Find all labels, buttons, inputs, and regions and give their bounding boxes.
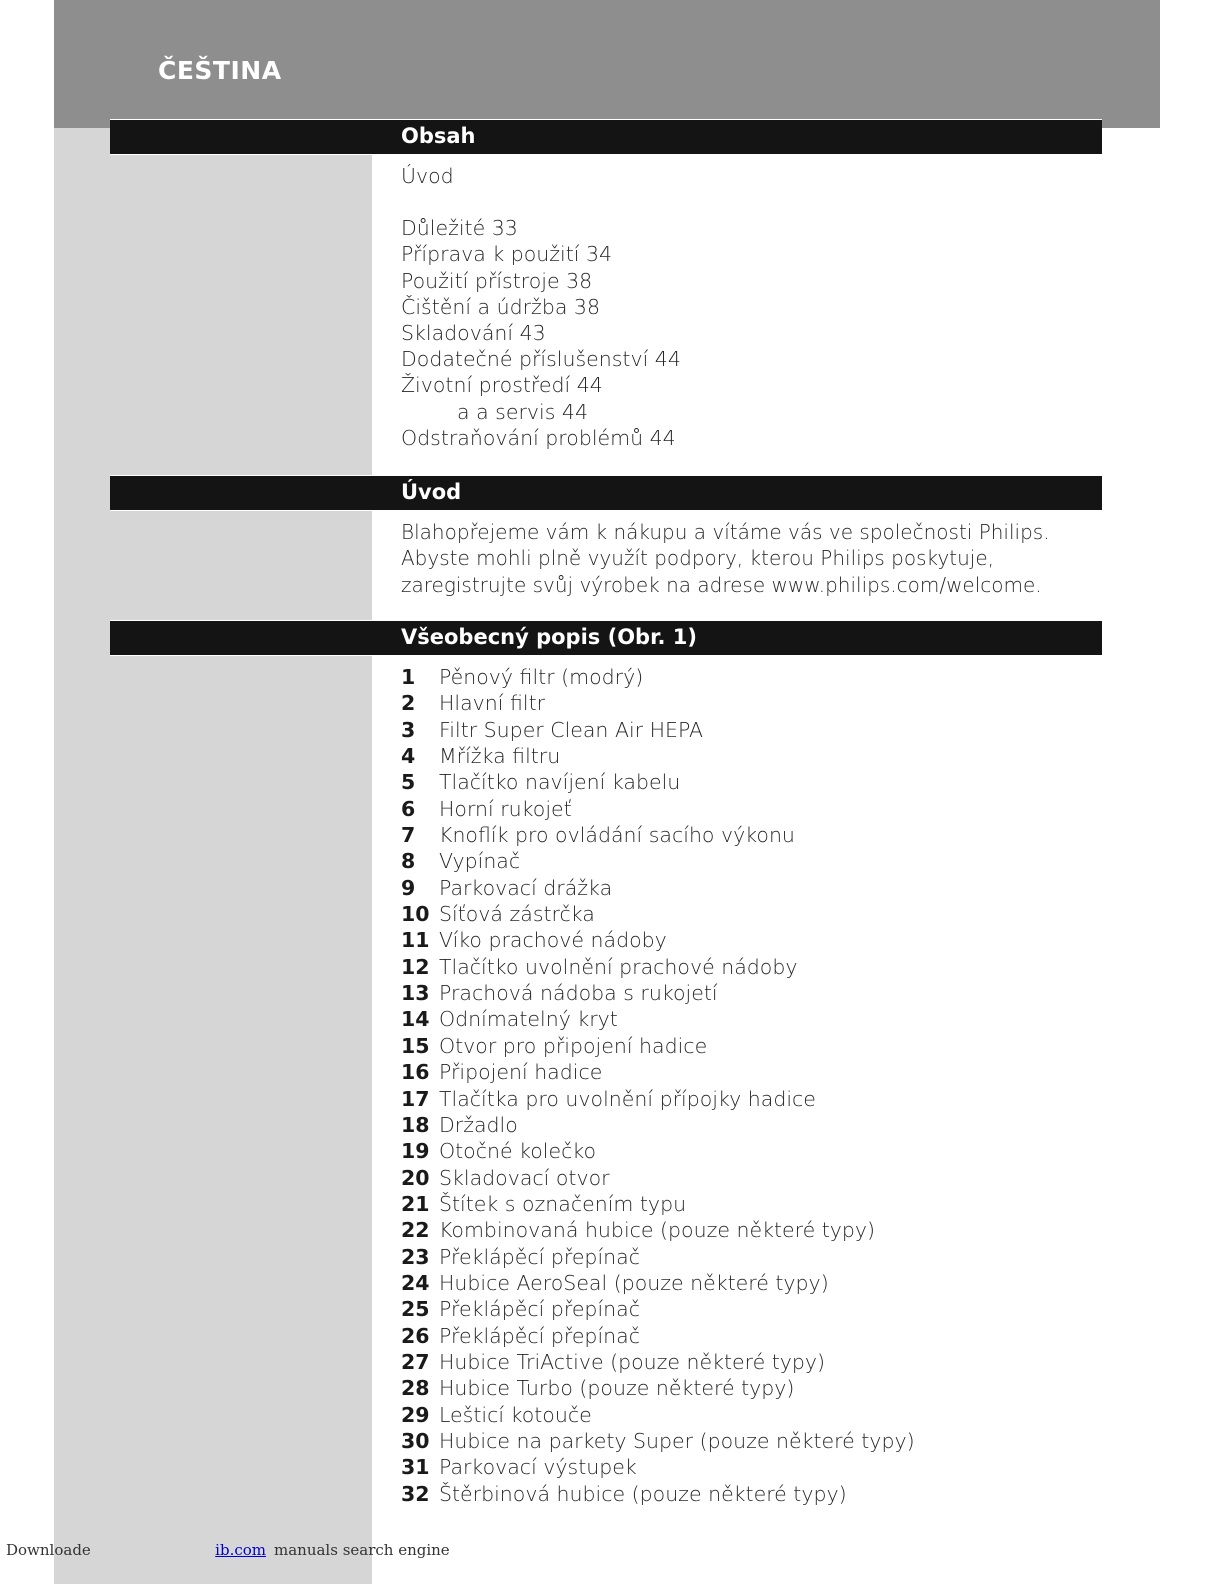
- list-item: [401, 954, 915, 980]
- list-item: [401, 1112, 915, 1138]
- section-title-contents: Obsah: [401, 124, 476, 148]
- part-label: Hlavní filtr: [439, 691, 546, 716]
- list-item: [401, 769, 915, 795]
- part-number: 4: [401, 744, 416, 769]
- part-label: Filtr Super Clean Air HEPA: [439, 717, 704, 742]
- list-item: [401, 901, 915, 927]
- part-label: Hubice AeroSeal (pouze některé typy): [439, 1270, 829, 1295]
- part-label: Parkovací výstupek: [439, 1455, 637, 1480]
- part-number: 30: [401, 1428, 430, 1453]
- part-number: 19: [401, 1139, 430, 1164]
- part-number: 9: [401, 875, 416, 900]
- part-label: Hubice TriActive (pouze některé typy): [439, 1349, 826, 1374]
- list-item: [401, 1165, 915, 1191]
- footer-suffix: manuals search engine: [274, 1541, 450, 1559]
- part-label: Tlačítko navíjení kabelu: [439, 770, 681, 795]
- toc-item: Použití přístroje 38: [401, 268, 593, 293]
- part-number: 6: [401, 796, 416, 821]
- list-item: [401, 848, 915, 874]
- list-item: [401, 1454, 915, 1480]
- part-number: 32: [401, 1481, 430, 1506]
- section-title-description: Všeobecný popis (Obr. 1): [401, 625, 697, 649]
- list-item: [401, 1217, 915, 1243]
- part-number: 15: [401, 1033, 430, 1058]
- part-number: 11: [401, 928, 430, 953]
- section-bar-contents: [110, 119, 1102, 155]
- part-label: Lešticí kotouče: [439, 1402, 592, 1427]
- list-item: [401, 1006, 915, 1032]
- part-number: 29: [401, 1402, 430, 1427]
- part-label: Otvor pro připojení hadice: [439, 1033, 708, 1058]
- intro-paragraph: Blahopřejeme vám k nákupu a vítáme vás ve společnosti Philips. Abyste mohli plně využít podpory, kterou Philips poskytuje, zaregistrujte svůj výrobek na adrese www.philips.com/welcome.: [401, 520, 1050, 597]
- part-label: Mřížka filtru: [439, 744, 561, 769]
- part-number: 24: [401, 1270, 430, 1295]
- toc-item: Důležité 33: [401, 216, 518, 241]
- list-item: [401, 980, 915, 1006]
- part-label: Překlápěcí přepínač: [439, 1297, 640, 1322]
- list-item: [401, 690, 915, 716]
- toc-item: Odstraňování problémů 44: [401, 425, 676, 450]
- part-label: Síťová zástrčka: [439, 902, 595, 927]
- part-label: Vypínač: [439, 849, 521, 874]
- list-item: [401, 1428, 915, 1454]
- side-margin-band: [54, 128, 372, 1584]
- part-number: 22: [401, 1218, 430, 1243]
- part-number: 28: [401, 1376, 430, 1401]
- part-label: Hubice Turbo (pouze některé typy): [439, 1376, 795, 1401]
- list-item: [401, 1323, 915, 1349]
- section-bar-description: [110, 620, 1102, 656]
- part-number: 14: [401, 1007, 430, 1032]
- list-item: [401, 743, 915, 769]
- list-item: [401, 1138, 915, 1164]
- part-label: Štěrbinová hubice (pouze některé typy): [439, 1481, 847, 1506]
- part-number: 16: [401, 1060, 430, 1085]
- part-label: Odnímatelný kryt: [439, 1007, 618, 1032]
- toc-item: Životní prostředí 44: [401, 373, 603, 398]
- part-number: 3: [401, 717, 416, 742]
- list-item: [401, 1033, 915, 1059]
- footer-link[interactable]: ib.com: [215, 1541, 266, 1559]
- part-label: Horní rukojeť: [439, 796, 572, 821]
- part-number: 7: [401, 823, 416, 848]
- toc-item: Příprava k použití 34: [401, 242, 613, 267]
- toc-item: a a servis 44: [457, 399, 588, 424]
- toc-intro: Úvod: [401, 164, 454, 188]
- part-label: Tlačítka pro uvolnění přípojky hadice: [439, 1086, 816, 1111]
- part-number: 25: [401, 1297, 430, 1322]
- part-number: 2: [401, 691, 416, 716]
- part-number: 27: [401, 1349, 430, 1374]
- part-number: 12: [401, 954, 430, 979]
- list-item: [401, 927, 915, 953]
- part-number: 17: [401, 1086, 430, 1111]
- part-label: Otočné kolečko: [439, 1139, 597, 1164]
- part-number: 18: [401, 1112, 430, 1137]
- list-item: [401, 796, 915, 822]
- list-item: [401, 875, 915, 901]
- part-label: Tlačítko uvolnění prachové nádoby: [439, 954, 798, 979]
- list-item: [401, 1270, 915, 1296]
- part-label: Držadlo: [439, 1112, 518, 1137]
- part-label: Víko prachové nádoby: [439, 928, 667, 953]
- part-number: 31: [401, 1455, 430, 1480]
- list-item: [401, 1402, 915, 1428]
- part-label: Prachová nádoba s rukojetí: [439, 981, 718, 1006]
- toc-item: Dodatečné příslušenství 44: [401, 347, 681, 372]
- part-number: 5: [401, 770, 416, 795]
- list-item: [401, 1296, 915, 1322]
- toc-item: Skladování 43: [401, 320, 546, 345]
- list-item: [401, 1481, 915, 1507]
- part-label: Pěnový filtr (modrý): [439, 665, 644, 689]
- part-number: 1: [401, 665, 416, 689]
- part-number: 20: [401, 1165, 430, 1190]
- part-label: Parkovací drážka: [439, 875, 613, 900]
- list-item: [401, 1059, 915, 1085]
- language-heading: ČEŠTINA: [158, 56, 282, 85]
- footer-prefix: Downloade: [6, 1541, 91, 1559]
- part-label: Překlápěcí přepínač: [439, 1244, 640, 1269]
- part-number: 10: [401, 902, 430, 927]
- toc-item: Čištění a údržba 38: [401, 294, 600, 319]
- part-number: 23: [401, 1244, 430, 1269]
- part-number: 8: [401, 849, 416, 874]
- part-number: 21: [401, 1191, 430, 1216]
- part-number: 13: [401, 981, 430, 1006]
- list-item: [401, 1375, 915, 1401]
- list-item: [401, 1086, 915, 1112]
- part-label: Překlápěcí přepínač: [439, 1323, 640, 1348]
- part-number: 26: [401, 1323, 430, 1348]
- part-label: Štítek s označením typu: [439, 1191, 687, 1216]
- section-bar-intro: [110, 475, 1102, 511]
- list-item: [401, 822, 915, 848]
- part-label: Kombinovaná hubice (pouze některé typy): [439, 1218, 876, 1243]
- list-item: [401, 717, 915, 743]
- footer: [6, 1541, 450, 1561]
- list-item: [401, 1191, 915, 1217]
- list-item: [401, 1244, 915, 1270]
- section-title-intro: Úvod: [401, 480, 462, 504]
- list-item: [401, 1349, 915, 1375]
- table-of-contents: [401, 163, 681, 451]
- list-item: [401, 664, 915, 690]
- part-label: Knoflík pro ovládání sacího výkonu: [439, 823, 795, 848]
- parts-list: [401, 664, 915, 1507]
- part-label: Připojení hadice: [439, 1060, 603, 1085]
- part-label: Hubice na parkety Super (pouze některé typy): [439, 1428, 915, 1453]
- toc-list: [401, 215, 681, 451]
- part-label: Skladovací otvor: [439, 1165, 610, 1190]
